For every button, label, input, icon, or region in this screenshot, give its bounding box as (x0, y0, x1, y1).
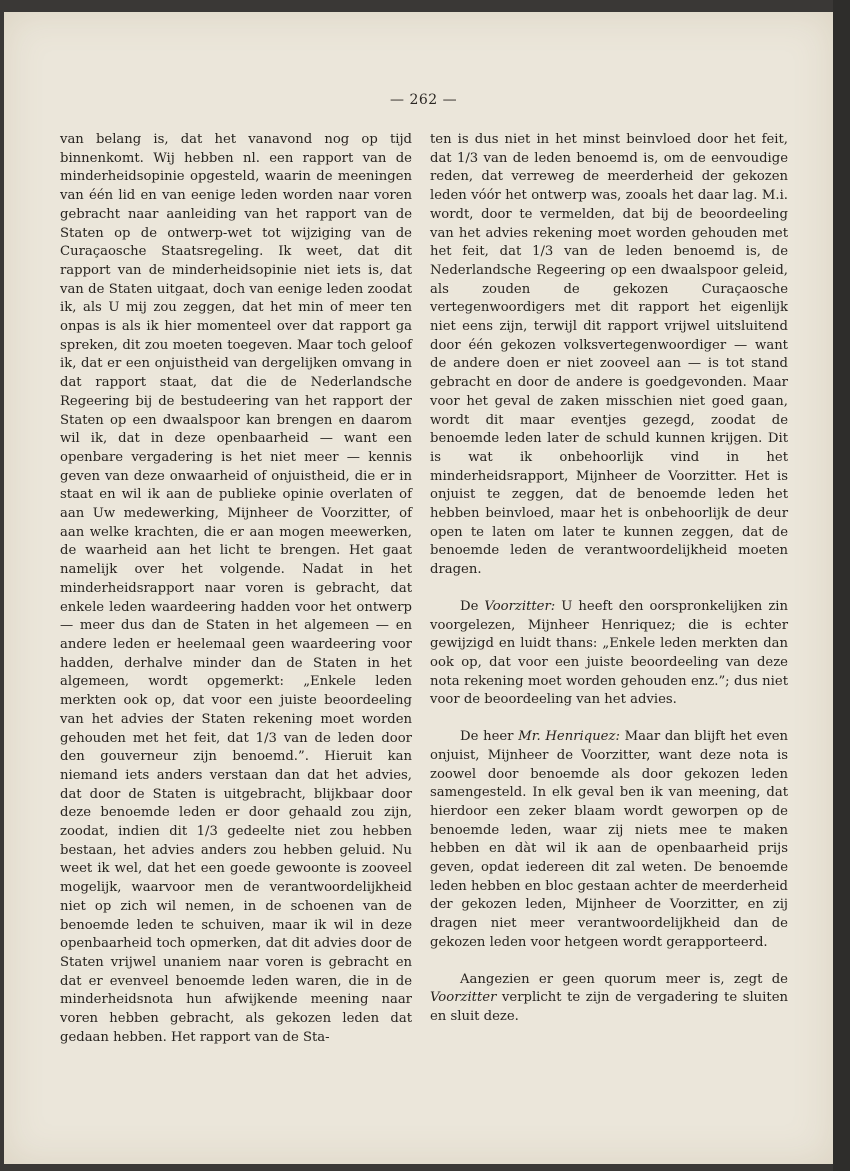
text-prefix: Aangezien er geen quorum meer is, zegt de (460, 971, 788, 987)
text: verplicht te zijn de vergadering te sluiten en sluit deze. (430, 990, 788, 1024)
page-number: — 262 — (390, 92, 458, 108)
scan-edge (833, 0, 850, 1171)
speaker-name: Mr. Henriquez: (518, 729, 620, 745)
speaker-name: Voorzitter: (484, 598, 556, 614)
right-column (430, 131, 788, 1027)
text-prefix: De (460, 598, 485, 614)
speaker-name: Voorzitter (430, 990, 497, 1006)
paragraph-closing (430, 971, 788, 1027)
text-prefix: De heer (460, 729, 519, 745)
document-page (4, 12, 833, 1164)
paragraph-henriquez (430, 728, 788, 952)
paragraph-voorzitter (430, 598, 788, 710)
text: U heeft den oorspronkelijken zin voorgelezen, Mijnheer Henriquez; die is echter gewijzigd en luidt thans: „Enkele leden merkten dan ook op, dat voor een juiste beoordeeling van deze nota rekening moet worden gehouden enz.”; dus niet voor de beoordeeling van het advies. (430, 598, 788, 708)
paragraph: van belang is, dat het vanavond nog op tijd binnenkomt. Wij hebben nl. een rapport van de minderheidsopinie opgesteld, waarin de meeningen van één lid en van eenige leden worden naar voren gebracht naar aanleiding van het rapport van de Staten op de ontwerp-wet tot wijziging van de Curaçaosche Staatsregeling. Ik weet, dat dit rapport van de minderheidsopinie niet iets is, dat van de Staten uitgaat, doch van eenige leden zoodat ik, als U mij zou zeggen, dat het min of meer ten onpas is als ik hier momenteel over dat rapport ga spreken, dit zou moeten toegeven. Maar toch geloof ik, dat er een onjuistheid van dergelijken omvang in dat rapport staat, dat die de Nederlandsche Regeering bij de bestudeering van het rapport der Staten op een dwaalspoor kan brengen en daarom wil ik, dat in deze openbaarheid — want een openbare vergadering is het niet meer — kennis geven van deze onwaarheid of onjuistheid, die er in staat en wil ik aan de publieke opinie overlaten of aan Uw medewerking, Mijnheer de Voorzitter, of aan welke krachten, die er aan mogen meewerken, de waarheid aan het licht te brengen. Het gaat namelijk over het volgende. Nadat in het minderheidsrapport naar voren is gebracht, dat enkele leden waardeering hadden voor het ontwerp — meer dus dan de Staten in het algemeen — en andere leden er heelemaal geen waardeering voor hadden, derhalve minder dan de Staten in het algemeen, wordt opgemerkt: „Enkele leden merkten ook op, dat voor een juiste beoordeeling van het advies der Staten rekening moet worden gehouden met het feit, dat 1/3 van de leden door den gouverneur zijn benoemd.”. Hieruit kan niemand iets anders verstaan dan dat het advies, dat door de Staten is uitgebracht, blijkbaar door deze benoemde leden er door gehaald zou zijn, zoodat, indien dit 1/3 gedeelte niet zou hebben bestaan, het advies anders zou hebben geluid. Nu weet ik wel, dat het een goede gewoonte is zooveel mogelijk, waarvoor men de verantwoordelijkheid niet op zich wil nemen, in de schoenen van de benoemde leden te schuiven, maar ik wil in deze openbaarheid toch opmerken, dat dit advies door de Staten vrijwel unaniem naar voren is gebracht en dat er evenveel benoemde leden waren, die in de minderheidsnota hun afwijkende meening naar voren hebben gebracht, als gekozen leden dat gedaan hebben. Het rapport van de Sta- (60, 132, 412, 1045)
left-column (60, 131, 412, 1047)
text: Maar dan blijft het even onjuist, Mijnheer de Voorzitter, want deze nota is zoowel door benoemde als door gekozen leden samengesteld. In elk geval ben ik van meening, dat hierdoor een zeker blaam wordt geworpen op de benoemde leden, waar zij niets mee te maken hebben en dàt wil ik aan de openbaarheid prijs geven, opdat iedereen dit zal weten. De benoemde leden hebben en bloc gestaan achter de meerderheid der gekozen leden, Mijnheer de Voorzitter, en zij dragen niet meer verantwoordelijkheid dan de gekozen leden voor hetgeen wordt gerapporteerd. (430, 729, 788, 950)
paragraph: ten is dus niet in het minst beinvloed door het feit, dat 1/3 van de leden benoemd is, om de eenvoudige reden, dat verreweg de meerderheid der gekozen leden vóór het ontwerp was, zooals het daar lag. M.i. wordt, door te vermelden, dat bij de beoordeeling van het advies rekening moet worden gehouden met het feit, dat 1/3 van de leden benoemd is, de Nederlandsche Regeering op een dwaalspoor geleid, als zouden de gekozen Curaçaosche vertegenwoordigers met dit rapport het eigenlijk niet eens zijn, terwijl dit rapport vrijwel uitsluitend door één gekozen volksvertegenwoordiger — want de andere doen er niet zooveel aan — is tot stand gebracht en door de andere is goedgevonden. Maar voor het geval de zaken misschien niet goed gaan, wordt dit maar eventjes gezegd, zoodat de benoemde leden later de schuld kunnen krijgen. Dit is wat ik onbehoorlijk vind in het minderheidsrapport, Mijnheer de Voorzitter. Het is onjuist te zeggen, dat de benoemde leden het hebben beinvloed, maar het is onbehoorlijk de deur open te laten om later te kunnen zeggen, dat de benoemde leden de verantwoordelijkheid moeten dragen. (430, 132, 788, 578)
